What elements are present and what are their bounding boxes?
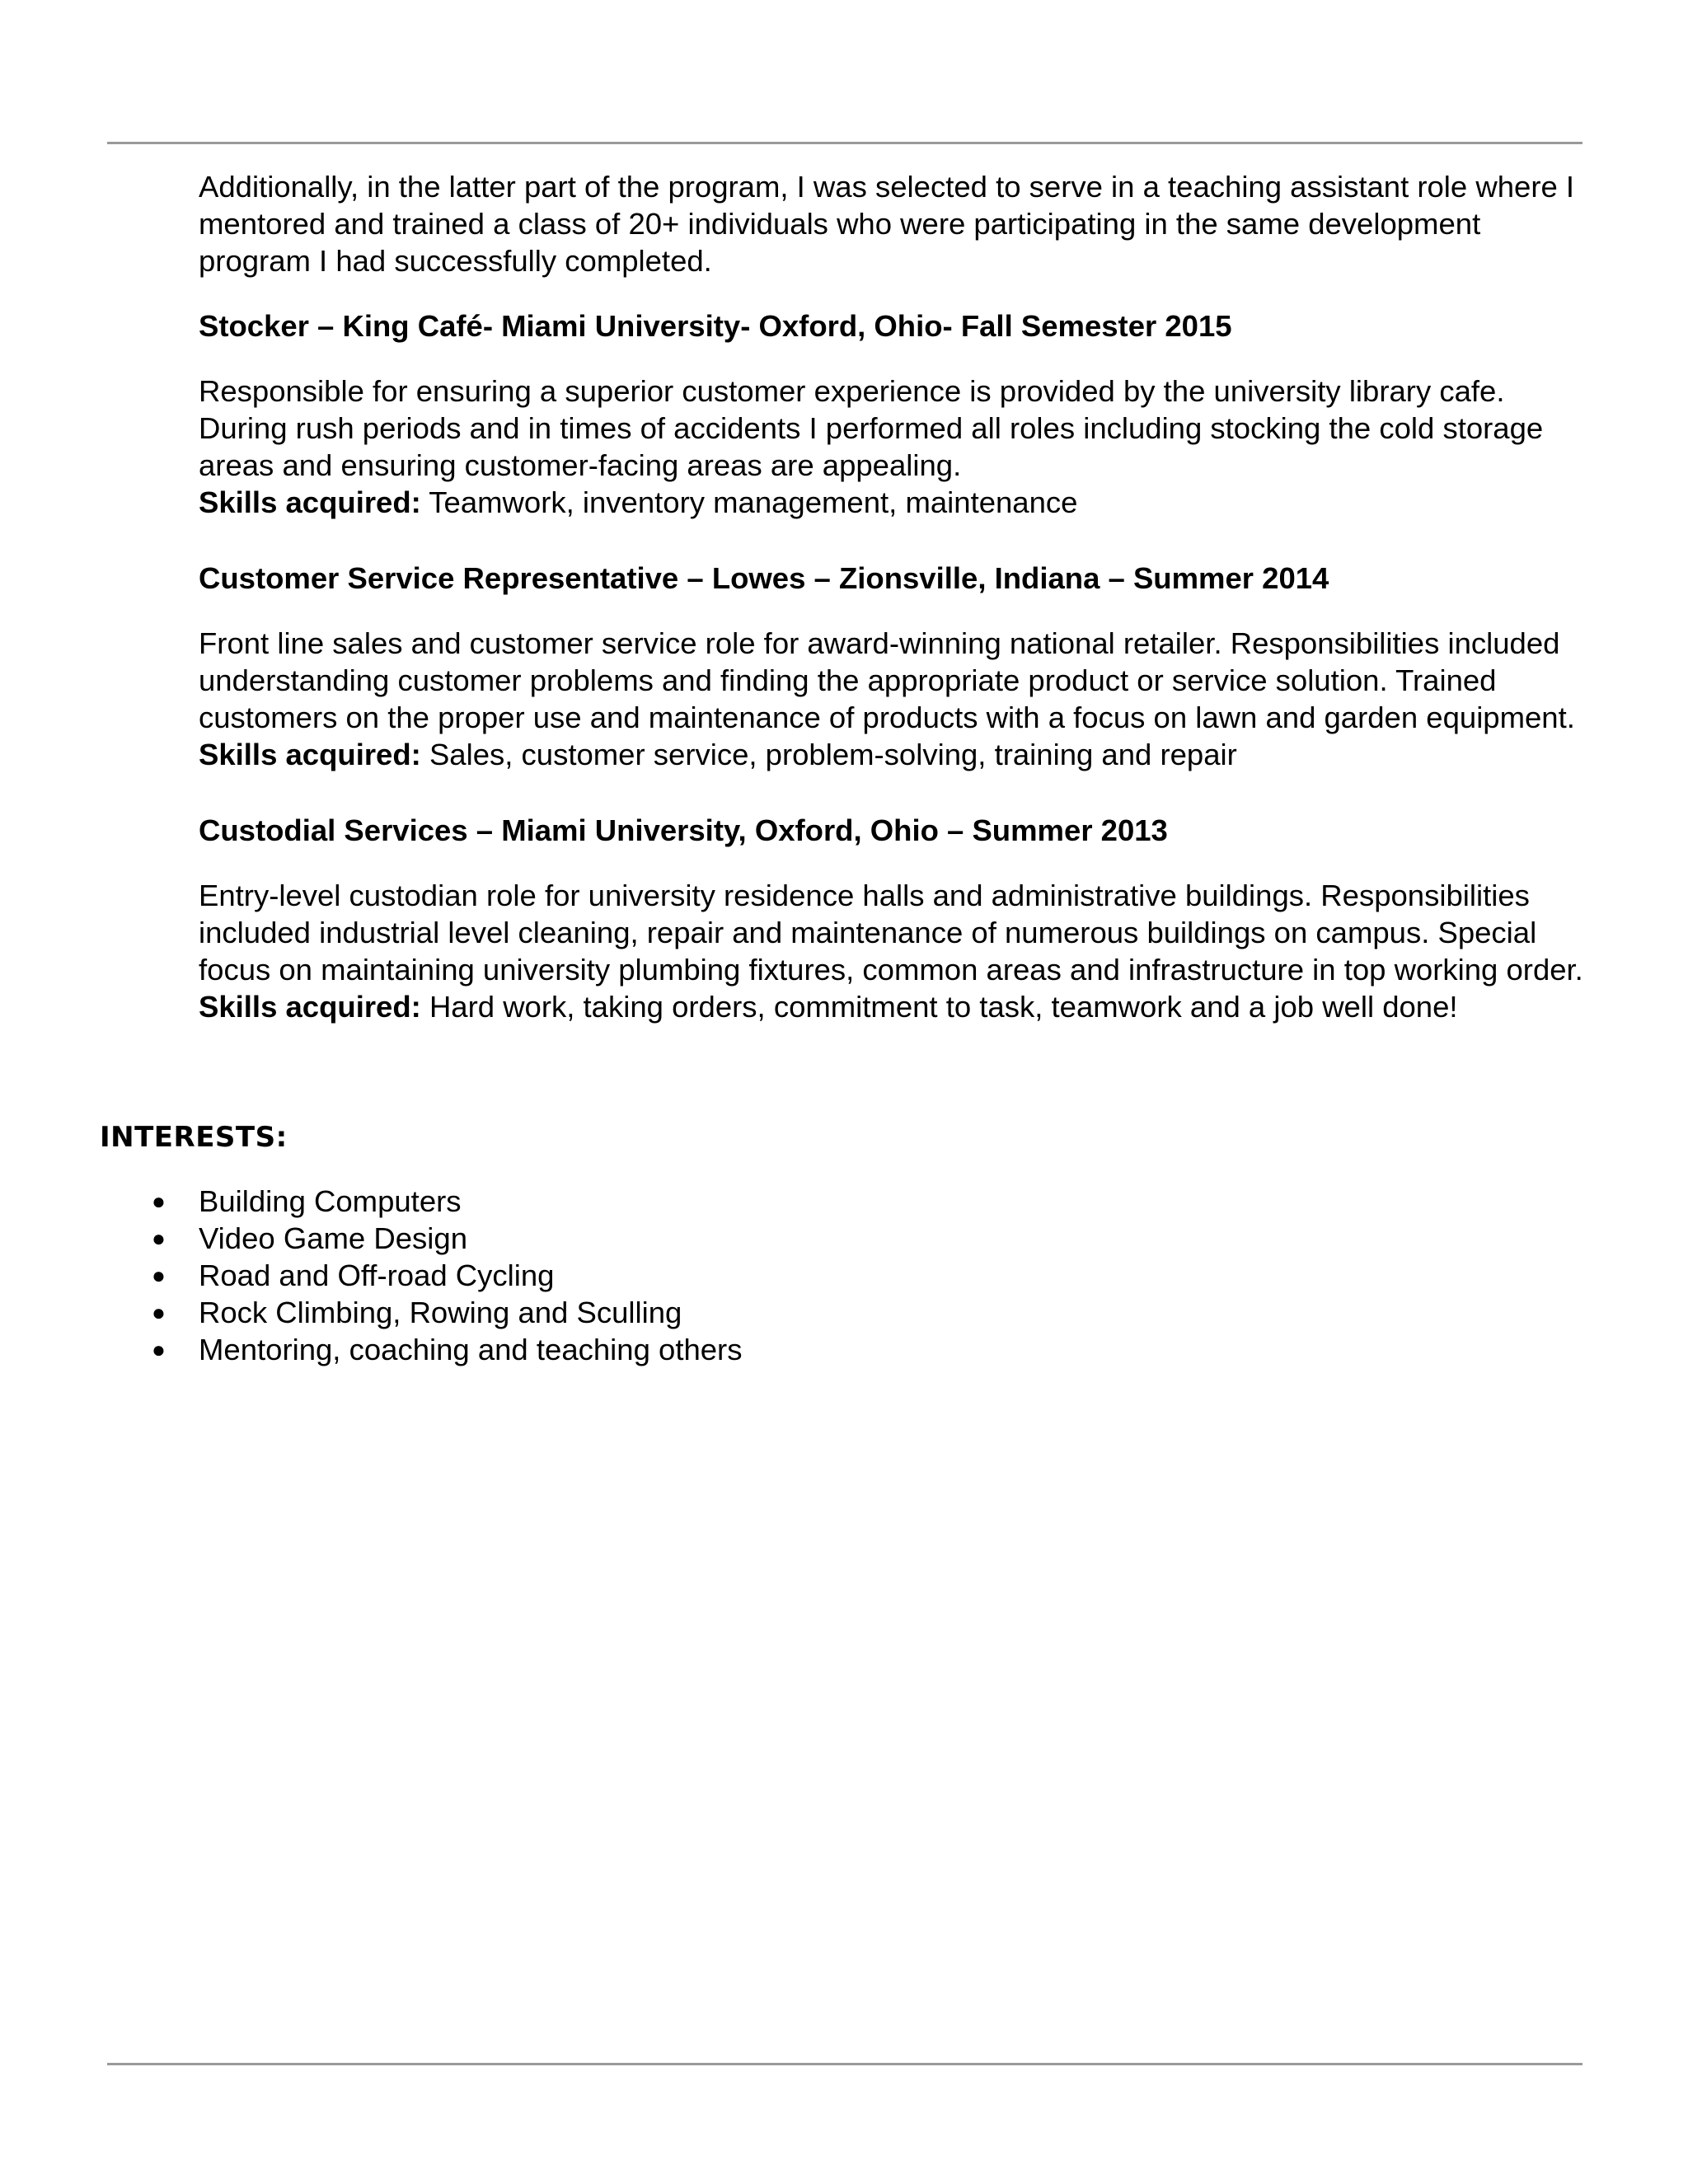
interest-text: Building Computers	[199, 1184, 462, 1218]
bullet-icon: ●	[152, 1263, 166, 1288]
footer-divider	[107, 2063, 1582, 2065]
job-description: Entry-level custodian role for university residence halls and administrative buildings. Responsibilities included industrial level cleaning, repair and maintenance of numerous buildings on campus. Special focus on maintaining university plumbing fixtures, common areas and infrastructure in top working order.	[199, 879, 1583, 987]
interest-item	[0, 1257, 742, 1294]
interest-text: Mentoring, coaching and teaching others	[199, 1333, 743, 1366]
bullet-icon: ●	[152, 1337, 166, 1362]
interests-list	[0, 1183, 742, 1368]
job-title-custodial: Custodial Services – Miami University, Oxford, Ohio – Summer 2013	[199, 813, 1168, 847]
interests-heading: INTERESTS:	[100, 1121, 288, 1154]
job-description: Responsible for ensuring a superior customer experience is provided by the university library cafe. During rush periods and in times of accidents I performed all roles including stocking the cold storage areas and ensuring customer-facing areas are appealing.	[199, 374, 1544, 482]
interest-item	[0, 1331, 742, 1368]
interest-item	[0, 1220, 742, 1257]
interest-text: Rock Climbing, Rowing and Sculling	[199, 1296, 682, 1329]
job-skills	[199, 484, 1600, 521]
header-divider	[107, 142, 1582, 144]
skills-text: Sales, customer service, problem-solving, training and repair	[420, 738, 1237, 771]
job-skills	[199, 736, 1600, 773]
interest-text: Video Game Design	[199, 1221, 467, 1255]
job-block-customer-service	[199, 625, 1600, 773]
job-block-custodial	[199, 877, 1600, 1025]
skills-text: Hard work, taking orders, commitment to task, teamwork and a job well done!	[420, 990, 1458, 1024]
job-description: Front line sales and customer service role for award-winning national retailer. Responsibilities included understanding customer problems and finding the appropriate product or service solution. Trained customers on the proper use and maintenance of products with a focus on lawn and garden equipment.	[199, 626, 1575, 734]
bullet-icon: ●	[152, 1188, 166, 1214]
job-block-stocker	[199, 373, 1600, 521]
job-title-stocker: Stocker – King Café- Miami University- Oxford, Ohio- Fall Semester 2015	[199, 309, 1232, 343]
skills-label: Skills acquired:	[199, 485, 421, 519]
skills-text: Teamwork, inventory management, maintenance	[420, 485, 1078, 519]
bullet-icon: ●	[152, 1226, 166, 1251]
skills-label: Skills acquired:	[199, 738, 421, 771]
interest-text: Road and Off-road Cycling	[199, 1258, 555, 1292]
bullet-icon: ●	[152, 1300, 166, 1325]
job-title-customer-service: Customer Service Representative – Lowes – Zionsville, Indiana – Summer 2014	[199, 561, 1329, 595]
interest-item	[0, 1183, 742, 1220]
intro-paragraph: Additionally, in the latter part of the program, I was selected to serve in a teaching assistant role where I mentored and trained a class of 20+ individuals who were participating in the same development program I had successfully completed.	[199, 170, 1575, 278]
job-skills	[199, 988, 1600, 1025]
experience-section	[199, 168, 1600, 1025]
skills-label: Skills acquired:	[199, 990, 421, 1024]
interest-item	[0, 1294, 742, 1331]
